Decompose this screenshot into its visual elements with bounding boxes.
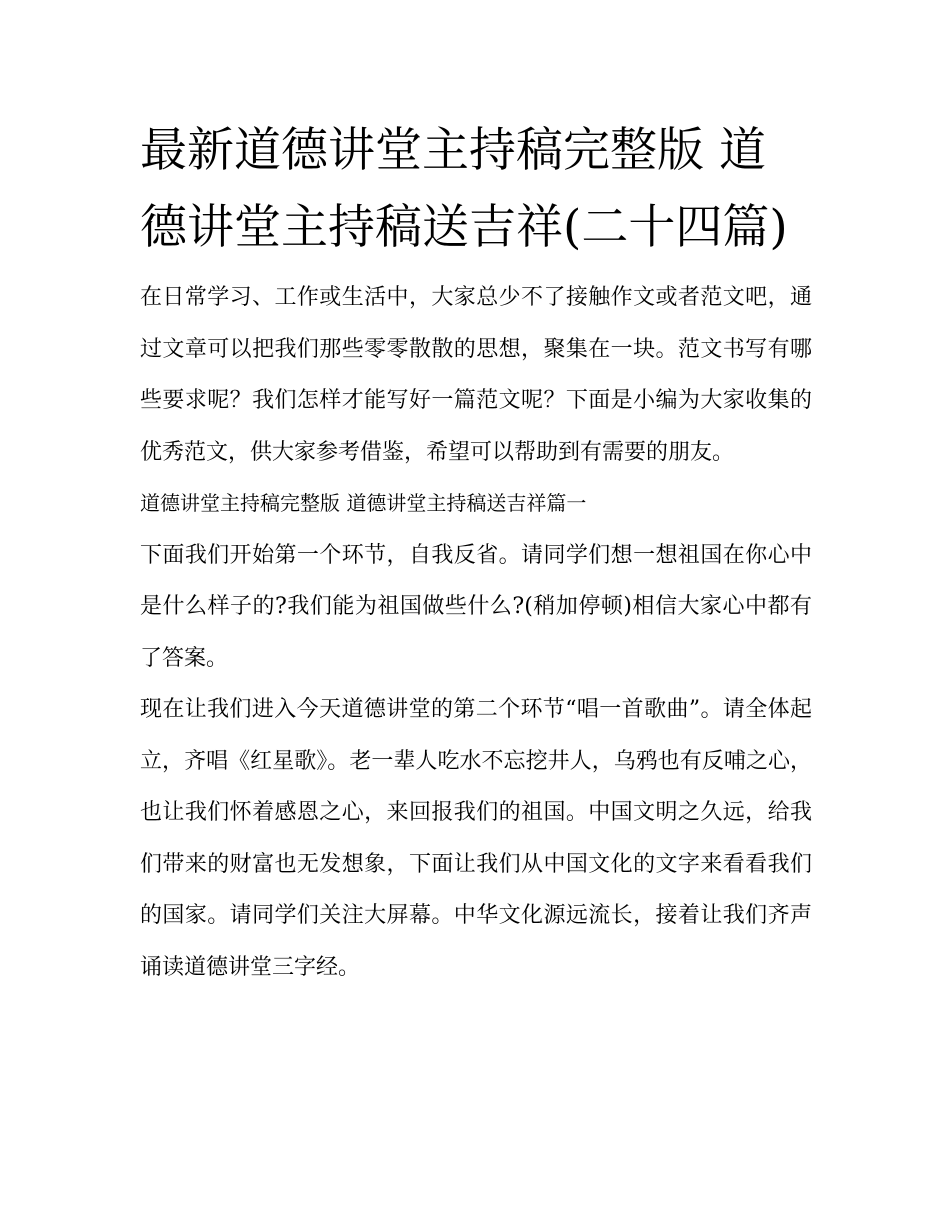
document-page <box>140 112 812 993</box>
section-heading: 道德讲堂主持稿完整版 道德讲堂主持稿送吉祥篇一 <box>140 491 587 515</box>
body-paragraph-2: 现在让我们进入今天道德讲堂的第二个环节“唱一首歌曲”。请全体起立，齐唱《红星歌》。老一辈人吃水不忘挖井人，乌鸦也有反哺之心，也让我们怀着感恩之心，来回报我们的祖国。中国文明之久远，给我们带来的财富也无发想象，下面让我们从中国文化的文字来看看我们的国家。请同学们关注大屏幕。中华文化源远流长，接着让我们齐声诵读道德讲堂三字经。 <box>140 697 812 980</box>
body-paragraph-1: 下面我们开始第一个环节，自我反省。请同学们想一想祖国在你心中是什么样子的?我们能为祖国做些什么?(稍加停顿)相信大家心中都有了答案。 <box>140 542 812 671</box>
intro-paragraph: 在日常学习、工作或生活中，大家总少不了接触作文或者范文吧，通过文章可以把我们那些零零散散的思想，聚集在一块。范文书写有哪些要求呢？我们怎样才能写好一篇范文呢？下面是小编为大家收集的优秀范文，供大家参考借鉴，希望可以帮助到有需要的朋友。 <box>140 285 812 465</box>
document-title: 最新道德讲堂主持稿完整版 道德讲堂主持稿送吉祥(二十四篇) <box>140 123 788 255</box>
